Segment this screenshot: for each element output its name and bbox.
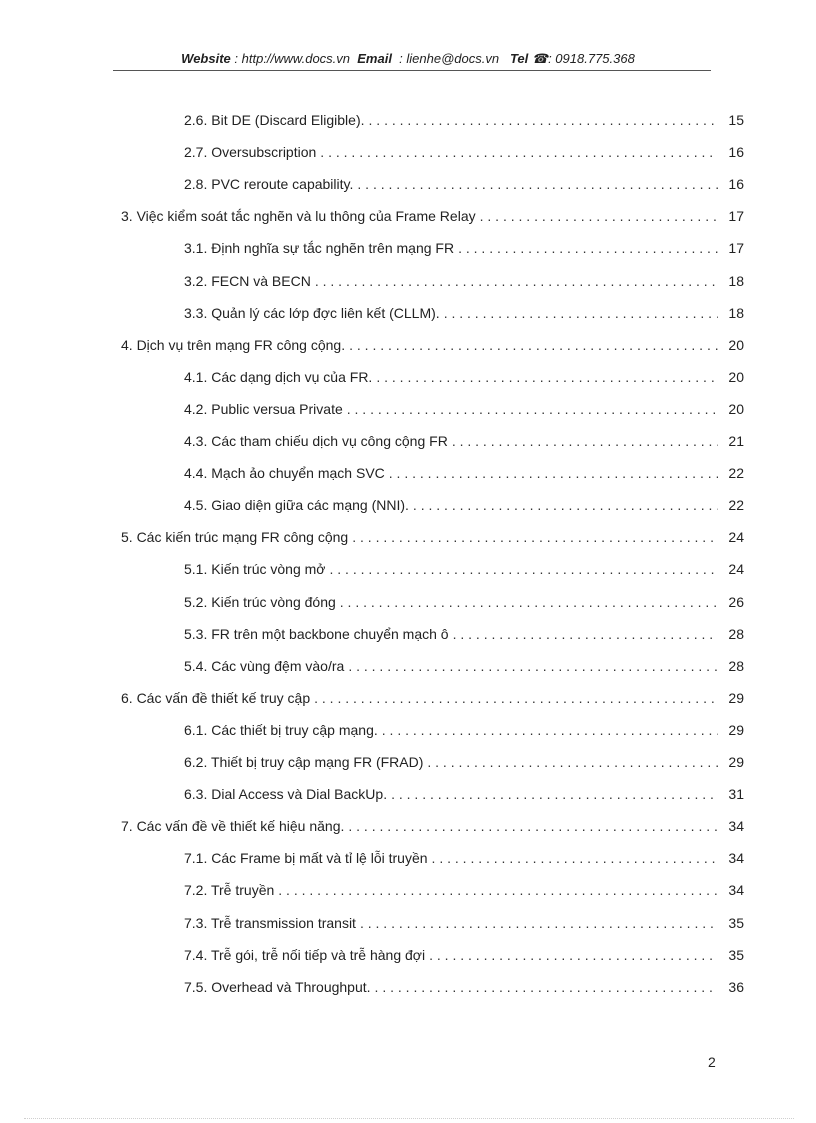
toc-entry-title: 5.2. Kiến trúc vòng đóng: [184, 594, 336, 610]
phone-icon: ☎: [531, 51, 549, 66]
toc-entry: [184, 431, 744, 451]
toc-entry: [184, 495, 744, 515]
toc-entry-page: 20: [728, 401, 744, 417]
toc-dot-leader: [448, 431, 718, 451]
toc-dot-leader: [365, 110, 718, 130]
toc-entry: [184, 977, 744, 997]
toc-entry: [184, 592, 744, 612]
toc-entry-page: 22: [728, 465, 744, 481]
toc-dot-leader: [378, 720, 718, 740]
toc-dot-leader: [325, 559, 718, 579]
tel-label: Tel: [509, 51, 529, 66]
toc-dot-leader: [454, 238, 718, 258]
toc-entry-title: 6.2. Thiết bị truy cập mạng FR (FRAD): [184, 754, 424, 770]
toc-entry-title: 4. Dịch vụ trên mạng FR công cộng.: [121, 337, 346, 353]
toc-entry-page: 35: [728, 915, 744, 931]
toc-entry: [184, 848, 744, 868]
toc-entry-title: 4.4. Mạch ảo chuyển mạch SVC: [184, 465, 385, 481]
toc-entry-title: 4.2. Public versua Private: [184, 401, 343, 417]
toc-entry-title: 5.3. FR trên một backbone chuyển mạch ô: [184, 626, 449, 642]
toc-entry-title: 7.1. Các Frame bị mất và tỉ lệ lỗi truyền: [184, 850, 428, 866]
toc-entry-page: 29: [728, 754, 744, 770]
toc-dot-leader: [387, 784, 718, 804]
toc-entry-title: 6.3. Dial Access và Dial BackUp.: [184, 786, 388, 802]
toc-entry-page: 16: [728, 144, 744, 160]
toc-entry: [184, 913, 744, 933]
toc-entry-page: 20: [728, 337, 744, 353]
toc-dot-leader: [311, 271, 718, 291]
toc-entry: [184, 174, 744, 194]
toc-entry-title: 4.1. Các dạng dịch vụ của FR.: [184, 369, 373, 385]
email-value: : lienhe@docs.vn: [399, 51, 500, 66]
toc-entry: [184, 559, 744, 579]
toc-entry: [184, 463, 744, 483]
toc-entry: [184, 880, 744, 900]
toc-entry-title: 2.8. PVC reroute capability.: [184, 176, 354, 192]
toc-dot-leader: [274, 880, 718, 900]
toc-entry-title: 3.2. FECN và BECN: [184, 273, 311, 289]
toc-entry-page: 24: [728, 561, 744, 577]
bottom-divider: [24, 1118, 794, 1119]
toc-entry: [121, 688, 744, 708]
toc-entry: [184, 367, 744, 387]
toc-dot-leader: [440, 303, 718, 323]
toc-entry-title: 5.1. Kiến trúc vòng mở: [184, 561, 326, 577]
toc-dot-leader: [344, 656, 718, 676]
toc-entry: [184, 142, 744, 162]
toc-dot-leader: [423, 752, 718, 772]
toc-entry-page: 17: [728, 240, 744, 256]
toc-entry-title: 4.5. Giao diện giữa các mạng (NNI).: [184, 497, 409, 513]
page-number: 2: [708, 1054, 716, 1070]
toc-entry: [121, 816, 744, 836]
toc-entry-page: 15: [728, 112, 744, 128]
toc-entry-page: 18: [728, 305, 744, 321]
toc-entry: [184, 271, 744, 291]
toc-entry-page: 29: [728, 722, 744, 738]
toc-entry-page: 28: [728, 626, 744, 642]
toc-dot-leader: [316, 142, 718, 162]
toc-dot-leader: [425, 945, 718, 965]
toc-entry-title: 7.4. Trễ gói, trễ nối tiếp và trễ hàng đợi: [184, 947, 426, 963]
toc-entry: [121, 335, 744, 355]
toc-dot-leader: [409, 495, 718, 515]
toc-entry-page: 16: [728, 176, 744, 192]
toc-dot-leader: [385, 463, 718, 483]
toc-entry-page: 31: [728, 786, 744, 802]
toc-entry: [184, 656, 744, 676]
toc-dot-leader: [348, 527, 718, 547]
website-value: : http://www.docs.vn: [234, 51, 351, 66]
toc-dot-leader: [353, 174, 718, 194]
toc-entry: [184, 399, 744, 419]
toc-entry: [184, 945, 744, 965]
toc-entry-title: 5.4. Các vùng đệm vào/ra: [184, 658, 345, 674]
toc-entry-page: 28: [728, 658, 744, 674]
toc-entry-title: 2.6. Bit DE (Discard Eligible).: [184, 112, 365, 128]
toc-dot-leader: [345, 335, 718, 355]
toc-entry-title: 3. Việc kiểm soát tắc nghẽn và lu thông của Frame Relay: [121, 208, 476, 224]
toc-entry-title: 7.5. Overhead và Throughput.: [184, 979, 371, 995]
toc-entry-title: 6. Các vấn đề thiết kế truy cập: [121, 690, 311, 706]
toc-entry-page: 26: [728, 594, 744, 610]
toc-entry-page: 34: [728, 850, 744, 866]
toc-entry-page: 34: [728, 882, 744, 898]
toc-entry: [184, 752, 744, 772]
toc-dot-leader: [310, 688, 718, 708]
toc-entry-page: 36: [728, 979, 744, 995]
toc-dot-leader: [343, 399, 718, 419]
toc-entry-title: 5. Các kiến trúc mạng FR công cộng: [121, 529, 349, 545]
toc-entry: [184, 303, 744, 323]
tel-value: : 0918.775.368: [548, 51, 635, 66]
toc-entry-page: 29: [728, 690, 744, 706]
toc-entry-page: 17: [728, 208, 744, 224]
toc-entry-title: 7.2. Trễ truyền: [184, 882, 275, 898]
toc-entry: [121, 527, 744, 547]
toc-entry: [184, 110, 744, 130]
toc-dot-leader: [476, 206, 718, 226]
toc-entry-page: 34: [728, 818, 744, 834]
toc-dot-leader: [344, 816, 718, 836]
toc-dot-leader: [372, 367, 718, 387]
toc-entry-page: 24: [728, 529, 744, 545]
toc-dot-leader: [449, 624, 718, 644]
toc-entry: [184, 624, 744, 644]
toc-entry: [184, 238, 744, 258]
toc-entry: [184, 784, 744, 804]
toc-entry: [184, 720, 744, 740]
toc-entry-page: 22: [728, 497, 744, 513]
toc-entry-title: 3.1. Định nghĩa sự tắc nghẽn trên mạng FR: [184, 240, 455, 256]
toc-entry-page: 21: [728, 433, 744, 449]
toc-entry-title: 6.1. Các thiết bị truy cập mạng.: [184, 722, 378, 738]
toc-dot-leader: [356, 913, 718, 933]
toc-entry: [121, 206, 744, 226]
toc-entry-page: 35: [728, 947, 744, 963]
toc-entry-title: 2.7. Oversubscription: [184, 144, 317, 160]
toc-entry-page: 20: [728, 369, 744, 385]
email-label: Email: [357, 51, 392, 66]
toc-entry-title: 3.3. Quản lý các lớp đợc liên kết (CLLM).: [184, 305, 440, 321]
toc-entry-page: 18: [728, 273, 744, 289]
toc-entry-title: 4.3. Các tham chiếu dịch vụ công cộng FR: [184, 433, 448, 449]
toc-entry-title: 7.3. Trễ transmission transit: [184, 915, 356, 931]
website-label: Website: [181, 51, 231, 66]
toc-entry-title: 7. Các vấn đề về thiết kế hiệu năng.: [121, 818, 345, 834]
toc-dot-leader: [371, 977, 718, 997]
toc-dot-leader: [336, 592, 718, 612]
toc-dot-leader: [428, 848, 718, 868]
